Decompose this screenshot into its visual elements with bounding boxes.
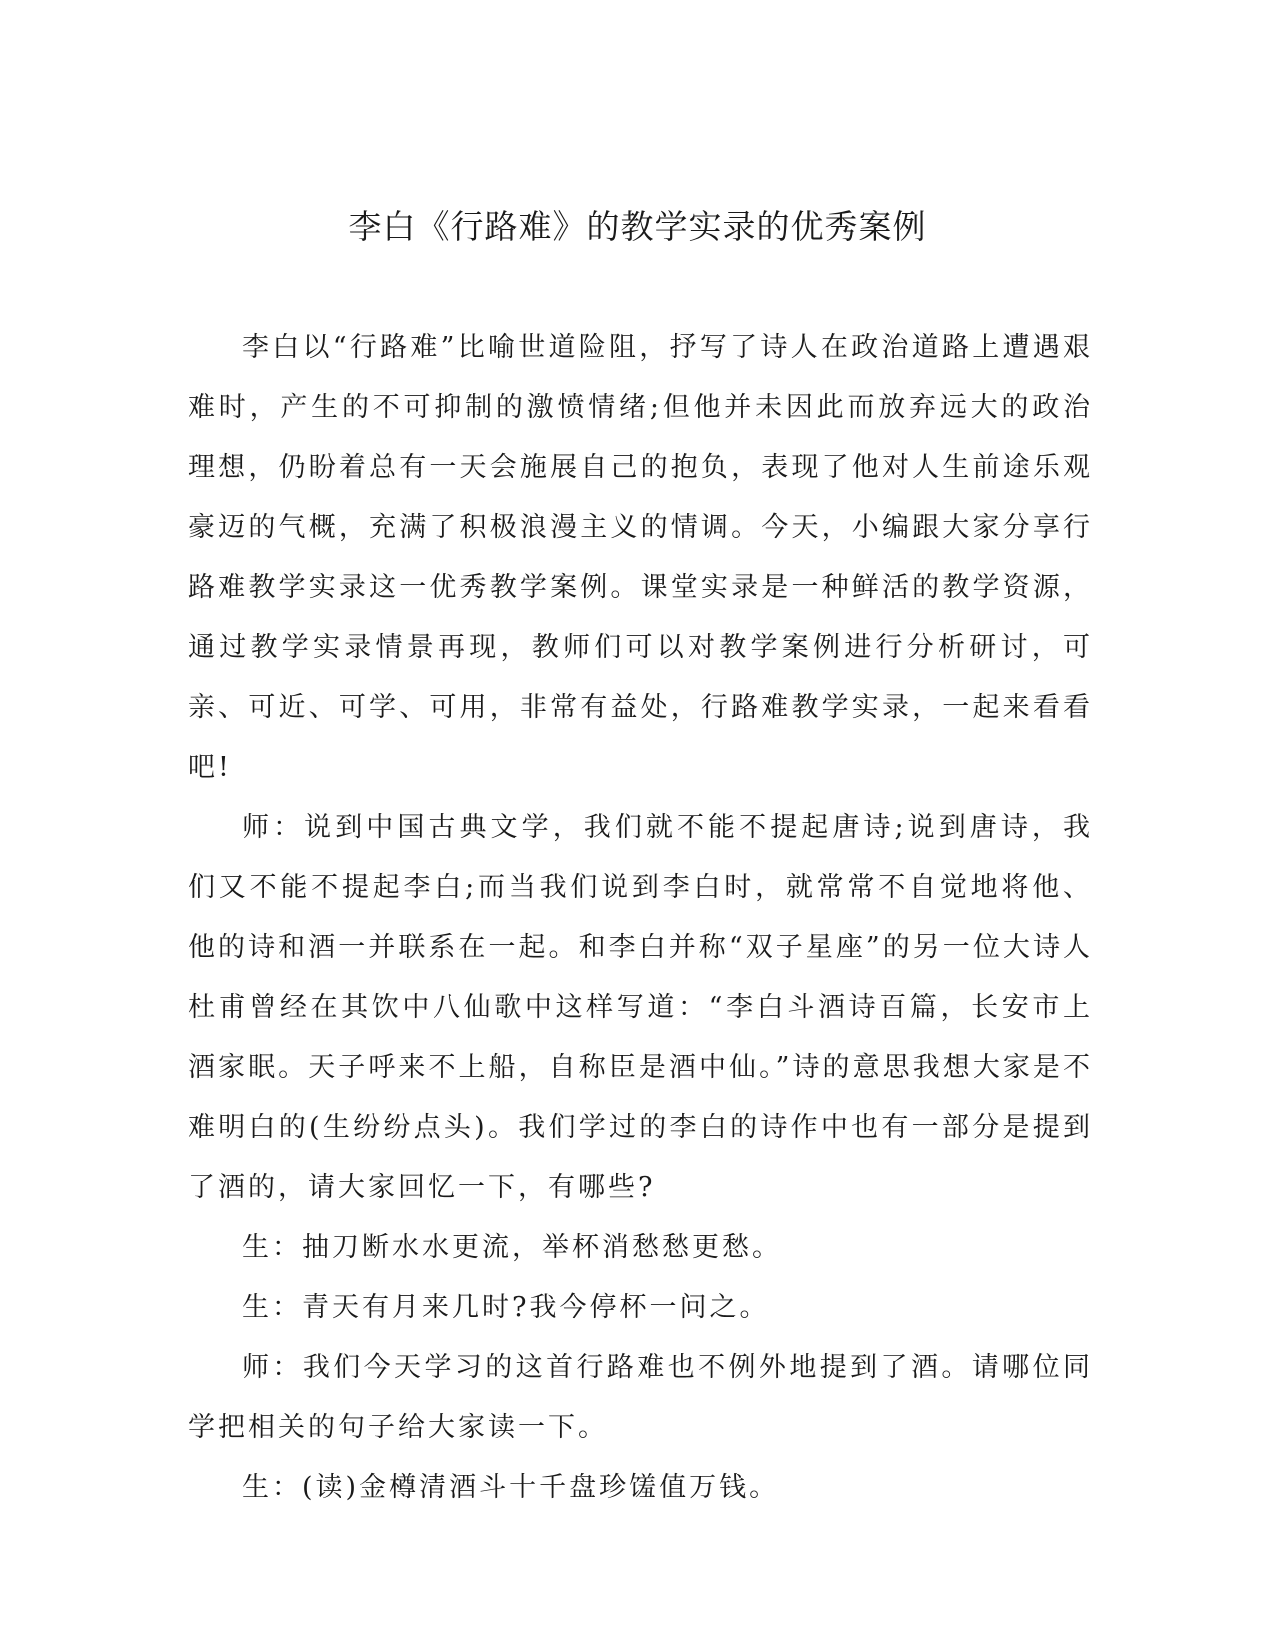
student-line-3: 生：(读)金樽清酒斗十千盘珍馐值万钱。	[242, 1472, 780, 1503]
teacher-paragraph-1: 师：说到中国古典文学，我们就不能不提起唐诗;说到唐诗，我们又不能不提起李白;而当我们说到李白时，就常常不自觉地将他、他的诗和酒一并联系在一起。和李白并称“双子星座”的另一位大诗人杜甫曾经在其饮中八仙歌中这样写道：“李白斗酒诗百篇，长安市上酒家眠。天子呼来不上船，自称臣是酒中仙。”诗的意思我想大家是不难明白的(生纷纷点头)。我们学过的李白的诗作中也有一部分是提到了酒的，请大家回忆一下，有哪些?	[188, 812, 1093, 1203]
teacher-paragraph-2: 师：我们今天学习的这首行路难也不例外地提到了酒。请哪位同学把相关的句子给大家读一下。	[188, 1352, 1093, 1443]
document-title: 李白《行路难》的教学实录的优秀案例	[348, 207, 927, 246]
student-line-2: 生：青天有月来几时?我今停杯一问之。	[242, 1292, 770, 1323]
intro-paragraph: 李白以“行路难”比喻世道险阻，抒写了诗人在政治道路上遭遇艰难时，产生的不可抑制的激愤情绪;但他并未因此而放弃远大的政治理想，仍盼着总有一天会施展自己的抱负，表现了他对人生前途乐观豪迈的气概，充满了积极浪漫主义的情调。今天，小编跟大家分享行路难教学实录这一优秀教学案例。课堂实录是一种鲜活的教学资源，通过教学实录情景再现，教师们可以对教学案例进行分析研讨，可亲、可近、可学、可用，非常有益处，行路难教学实录，一起来看看吧!	[188, 332, 1093, 783]
document-body	[188, 318, 1093, 1518]
student-line-1: 生：抽刀断水水更流，举杯消愁愁更愁。	[242, 1232, 782, 1263]
